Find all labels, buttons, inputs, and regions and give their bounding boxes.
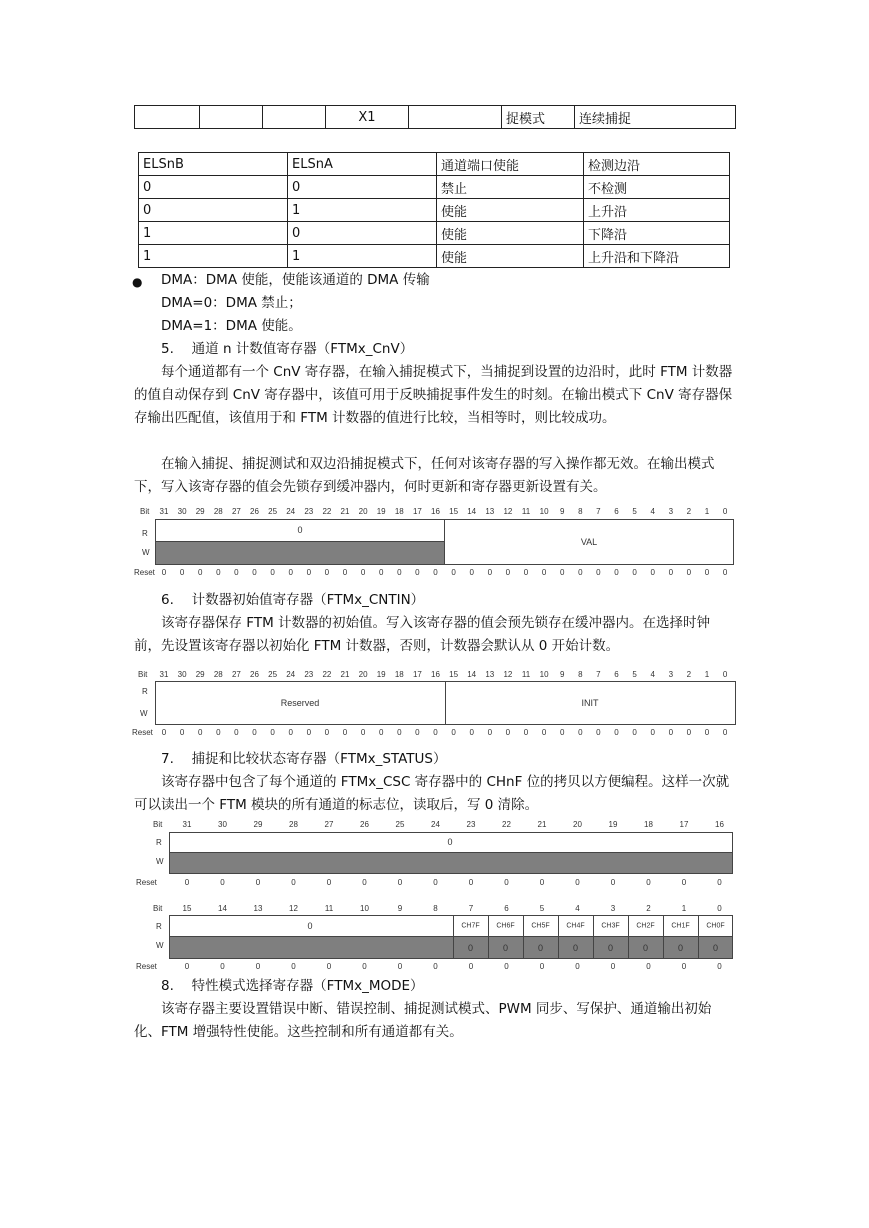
bit-number: 23 [466,820,476,829]
write-label: W [156,857,164,866]
bit-number: 28 [213,670,223,679]
bit-number: 5 [632,507,637,516]
table-cell: 1 [288,199,437,222]
reset-value: 0 [288,728,293,737]
reset-value: 0 [650,568,655,577]
flag-label: CH3F [601,922,620,930]
reset-value: 0 [686,568,692,577]
flag-label: CH6F [496,922,515,930]
bit-number: 22 [322,670,332,679]
bit-number: 19 [608,820,618,829]
bit-number: 0 [722,507,728,516]
bit-number: 8 [433,904,438,913]
table-cell: 上升沿 [584,199,730,222]
reset-value: 0 [306,728,312,737]
bit-label: Bit [138,670,148,679]
table-cell: 1 [288,245,437,268]
table-cell: 使能 [437,245,584,268]
bit-number: 1 [681,904,687,913]
bit-number: 18 [394,507,404,516]
bit-number: 15 [449,507,459,516]
bit-number: 21 [537,820,547,829]
section-5-para2: 在输入捕捉、捕捉测试和双边沿捕捉模式下，任何对该寄存器的写入操作都无效。在输出模式下，写入该寄存器的值会先锁存到缓冲器内，何时更新和寄存器更新设置有关。 [134,456,715,495]
bit-number: 1 [704,670,710,679]
bit-number: 26 [250,670,259,679]
write-label: W [156,941,164,950]
reset-value: 0 [646,962,651,971]
bit-number: 8 [578,670,583,679]
bit-number: 16 [431,670,440,679]
section-5-para1: 每个通道都有一个 CnV 寄存器，在输入捕捉模式下，当捕捉到设置的边沿时，此时 FTM 计数器的值自动保存到 CnV 寄存器中，该值可用于反映捕捉事件发生的时刻。在输出模式下 CnV 寄存器保存输出匹配值，该值用于和 FTM 计数器的值进行比较，当相等时，则比较成功。 [134,364,733,426]
bit-number: 0 [717,904,722,913]
reset-value: 0 [717,878,722,887]
section-heading-6: 6. 计数器初始值寄存器（FTMx_CNTIN） [161,592,425,608]
reset-value: 0 [596,568,601,577]
reset-value: 0 [539,962,545,971]
reset-value: 0 [681,962,687,971]
bit-number: 6 [614,507,619,516]
reset-value: 0 [632,728,637,737]
bit-number: 11 [521,507,531,516]
reset-value: 0 [610,962,616,971]
bit-number: 7 [596,670,601,679]
bit-number: 29 [195,670,205,679]
reset-value: 0 [433,568,438,577]
reset-value: 0 [523,728,529,737]
top-cell: 捉模式 [502,106,575,129]
bit-number: 4 [650,507,655,516]
reset-value-row [134,728,736,738]
bit-number: 14 [218,904,227,913]
bit-number: 5 [539,904,545,913]
section-heading-5: 5. 通道 n 计数值寄存器（FTMx_CnV） [161,341,414,357]
bit-number: 18 [394,670,404,679]
bit-number: 25 [268,670,278,679]
bit-number: 24 [286,507,296,516]
bit-number: 4 [575,904,580,913]
reset-value: 0 [184,962,190,971]
bit-number: 12 [289,904,298,913]
reset-value: 0 [469,568,474,577]
reset-value: 0 [378,728,384,737]
table-cell: 0 [139,176,288,199]
read-label: R [142,687,148,696]
reset-value: 0 [578,568,583,577]
reset-value: 0 [646,878,651,887]
upper-field-value: 0 [297,525,303,535]
table-cell: 禁止 [437,176,584,199]
reset-value: 0 [362,878,367,887]
table-header: ELSnB [139,153,288,176]
reset-value: 0 [306,568,312,577]
bit-number: 27 [231,507,241,516]
flag-label: CH4F [566,922,585,930]
table-header-row [139,153,730,176]
lower-field-value: INIT [581,698,599,708]
flag-write-value: 0 [572,943,579,953]
register-status-lower [134,902,736,977]
top-cell [135,106,200,129]
upper-field-value: 0 [447,837,453,847]
reset-value: 0 [468,962,474,971]
reset-value: 0 [686,728,692,737]
reset-value: 0 [179,728,185,737]
reset-label: Reset [134,568,155,577]
reset-value: 0 [362,962,367,971]
table-header: 检测边沿 [584,153,730,176]
table-cell: 不检测 [584,176,730,199]
reset-value: 0 [575,962,580,971]
reset-value: 0 [487,728,493,737]
bit-number: 3 [668,670,674,679]
bit-number: 20 [573,820,582,829]
reset-value: 0 [505,728,511,737]
reset-value: 0 [324,728,330,737]
table-cell: 1 [139,222,288,245]
register-cnv [134,505,736,580]
reset-value: 0 [216,568,221,577]
bit-number: 29 [195,507,205,516]
flag-write-value: 0 [502,943,509,953]
reset-value: 0 [614,568,619,577]
reset-value: 0 [255,962,261,971]
bit-number: 3 [668,507,674,516]
upper-field-value: Reserved [280,698,320,708]
table-cell: 1 [139,245,288,268]
reset-value: 0 [360,568,366,577]
table-row [139,222,730,245]
bit-number: 30 [177,670,187,679]
flag-label: CH1F [671,922,690,930]
reset-value: 0 [234,568,239,577]
bit-number: 3 [610,904,616,913]
bit-number: 7 [596,507,601,516]
reset-value: 0 [397,568,402,577]
bit-number: 29 [253,820,263,829]
flag-write-value: 0 [467,943,474,953]
reset-value: 0 [704,568,710,577]
top-cell [263,106,326,129]
flag-write-value: 0 [642,943,649,953]
flag-label: CH0F [706,922,725,930]
reset-value: 0 [504,878,509,887]
register-cntin [134,668,736,743]
section-heading-8: 8. 特性模式选择寄存器（FTMx_MODE） [161,978,424,994]
reset-value: 0 [342,728,348,737]
edge-table [138,152,730,268]
flag-write-value: 0 [677,943,684,953]
bit-number: 28 [213,507,223,516]
reset-value: 0 [559,728,565,737]
bit-number: 10 [360,904,369,913]
bit-number: 27 [324,820,334,829]
reset-value: 0 [326,878,332,887]
reset-value: 0 [397,878,403,887]
bit-number: 12 [503,507,513,516]
register-status-upper [134,818,736,893]
bit-number: 24 [286,670,296,679]
bit-number: 1 [704,507,710,516]
table-cell: 上升沿和下降沿 [584,245,730,268]
reset-value: 0 [270,568,275,577]
bit-number: 9 [559,507,565,516]
top-cell [200,106,263,129]
reset-value: 0 [614,728,619,737]
reset-value: 0 [704,728,710,737]
reset-value: 0 [487,568,493,577]
table-row [139,245,730,268]
reset-value-row [134,878,736,888]
bit-number: 10 [539,670,549,679]
bit-number: 11 [521,670,531,679]
reset-value: 0 [433,962,438,971]
bit-number: 9 [397,904,403,913]
section-6-para: 该寄存器保存 FTM 计数器的初始值。写入该寄存器的值会预先锁存在缓冲器内。在选择时钟前，先设置该寄存器以初始化 FTM 计数器，否则，计数器会默认从 0 开始计数。 [134,615,711,654]
bit-number: 15 [182,904,192,913]
bit-number: 15 [449,670,459,679]
reset-value: 0 [433,728,438,737]
reset-value: 0 [539,878,545,887]
bit-number: 20 [358,670,368,679]
bit-number: 13 [485,507,495,516]
bit-number: 4 [650,670,655,679]
reset-value: 0 [505,568,511,577]
reset-value-row [134,568,736,578]
bit-number: 18 [644,820,653,829]
reset-value: 0 [288,568,293,577]
bit-number: 22 [502,820,511,829]
bit-number: 2 [646,904,651,913]
bit-label: Bit [153,904,163,913]
table-header: 通道端口使能 [437,153,584,176]
top-cell: X1 [326,106,409,129]
table-cell: 使能 [437,222,584,245]
reset-value-row [134,962,736,972]
reset-value: 0 [161,568,167,577]
reset-value: 0 [575,878,580,887]
reset-value: 0 [220,878,225,887]
reset-value: 0 [717,962,722,971]
read-label: R [156,838,162,847]
flag-write-value: 0 [607,943,614,953]
bit-number-row [134,820,736,830]
table-cell: 0 [288,176,437,199]
reset-label: Reset [132,728,153,737]
bit-number: 21 [340,670,350,679]
bit-number: 2 [686,507,692,516]
bit-number: 5 [632,670,637,679]
reset-value: 0 [326,962,332,971]
bit-number: 6 [614,670,619,679]
bit-number: 9 [559,670,565,679]
reset-value: 0 [668,568,674,577]
table-header: ELSnA [288,153,437,176]
bit-number: 23 [304,670,314,679]
reset-label: Reset [136,878,157,887]
bit-number-row [134,507,736,517]
bit-number: 24 [431,820,440,829]
bit-number: 0 [722,670,728,679]
bit-number: 20 [358,507,368,516]
bit-label: Bit [153,820,163,829]
bit-label: Bit [140,507,150,516]
bit-number: 27 [231,670,241,679]
bit-number: 17 [679,820,689,829]
lower-field-value: VAL [580,537,598,547]
reset-value: 0 [291,962,296,971]
bit-number: 14 [467,670,477,679]
reset-value: 0 [291,878,296,887]
reset-value: 0 [578,728,583,737]
top-table [134,105,736,129]
top-cell [409,106,502,129]
bit-number: 14 [467,507,477,516]
flag-write-value: 0 [537,943,544,953]
bit-number: 16 [431,507,440,516]
bit-number: 19 [376,670,386,679]
reset-value: 0 [270,728,275,737]
flag-label: CH2F [636,922,655,930]
bit-number: 31 [159,670,169,679]
reset-value: 0 [234,728,239,737]
reset-value: 0 [360,728,366,737]
reset-value: 0 [252,728,257,737]
reset-value: 0 [681,878,687,887]
dma-bullet: DMA：DMA 使能，使能该通道的 DMA 传输 [161,272,430,288]
reset-value: 0 [559,568,565,577]
dma-line0: DMA=0：DMA 禁止； [161,295,302,311]
bit-number: 25 [395,820,405,829]
flag-label: CH5F [531,922,550,930]
bit-number: 26 [360,820,369,829]
reset-value: 0 [468,878,474,887]
read-label: R [156,922,162,931]
write-shade [170,853,732,873]
bit-number: 31 [182,820,192,829]
bit-number: 26 [250,507,259,516]
reset-value: 0 [184,878,190,887]
bit-number: 16 [715,820,724,829]
table-cell: 0 [288,222,437,245]
reset-value: 0 [216,728,221,737]
reset-value: 0 [722,568,728,577]
bit-number: 7 [468,904,474,913]
write-label: W [140,709,148,718]
bit-number: 12 [503,670,513,679]
bit-number: 28 [289,820,298,829]
reset-value: 0 [161,728,167,737]
bullet-icon: ● [132,275,143,289]
bit-number: 13 [253,904,263,913]
reset-value: 0 [397,962,403,971]
bit-number: 31 [159,507,169,516]
top-cell: 连续捕捉 [575,106,736,129]
reset-label: Reset [136,962,157,971]
reset-value: 0 [650,728,655,737]
flag-label: CH7F [461,922,480,930]
bit-number: 30 [218,820,227,829]
bit-number: 10 [539,507,549,516]
reset-value: 0 [415,728,420,737]
bit-number: 23 [304,507,314,516]
reset-value: 0 [668,728,674,737]
reset-value: 0 [722,728,728,737]
section-7-para: 该寄存器中包含了每个通道的 FTMx_CSC 寄存器中的 CHnF 位的拷贝以方便编程。这样一次就可以读出一个 FTM 模块的所有通道的标志位，读取后，写 0 清除。 [134,774,730,813]
reset-value: 0 [197,568,203,577]
reset-value: 0 [632,568,637,577]
write-label: W [142,548,150,557]
section-heading-7: 7. 捕捉和比较状态寄存器（FTMx_STATUS） [161,751,447,767]
reset-value: 0 [469,728,474,737]
bit-number: 21 [340,507,350,516]
reset-value: 0 [433,878,438,887]
bit-number: 6 [504,904,509,913]
reset-value: 0 [451,728,456,737]
flag-write-value: 0 [712,943,719,953]
table-cell: 使能 [437,199,584,222]
bit-number: 25 [268,507,278,516]
bit-number: 17 [412,507,422,516]
reset-value: 0 [197,728,203,737]
reset-value: 0 [220,962,225,971]
reset-value: 0 [397,728,402,737]
reset-value: 0 [252,568,257,577]
reset-value: 0 [541,728,547,737]
write-shade [156,542,444,564]
bit-number: 11 [324,904,334,913]
bit-number: 8 [578,507,583,516]
reset-value: 0 [415,568,420,577]
reset-value: 0 [378,568,384,577]
table-row [139,199,730,222]
reset-value: 0 [451,568,456,577]
reset-value: 0 [324,568,330,577]
lower-field-value: 0 [307,921,313,931]
table-cell: 0 [139,199,288,222]
bit-number-row [134,670,736,680]
reset-value: 0 [541,568,547,577]
bit-number: 17 [412,670,422,679]
reset-value: 0 [610,878,616,887]
bit-number: 30 [177,507,187,516]
reset-value: 0 [504,962,509,971]
bit-number: 19 [376,507,386,516]
reset-value: 0 [179,568,185,577]
dma-line1: DMA=1：DMA 使能。 [161,318,302,334]
table-row [139,176,730,199]
reset-value: 0 [342,568,348,577]
bit-number: 13 [485,670,495,679]
reset-value: 0 [596,728,601,737]
section-8-para: 该寄存器主要设置错误中断、错误控制、捕捉测试模式、PWM 同步、写保护、通道输出初始化、FTM 增强特性使能。这些控制和所有通道都有关。 [134,1001,712,1040]
bit-number: 22 [322,507,332,516]
table-cell: 下降沿 [584,222,730,245]
read-label: R [142,529,148,538]
reset-value: 0 [255,878,261,887]
bit-number: 2 [686,670,692,679]
flag-cells [134,902,736,962]
reset-value: 0 [523,568,529,577]
